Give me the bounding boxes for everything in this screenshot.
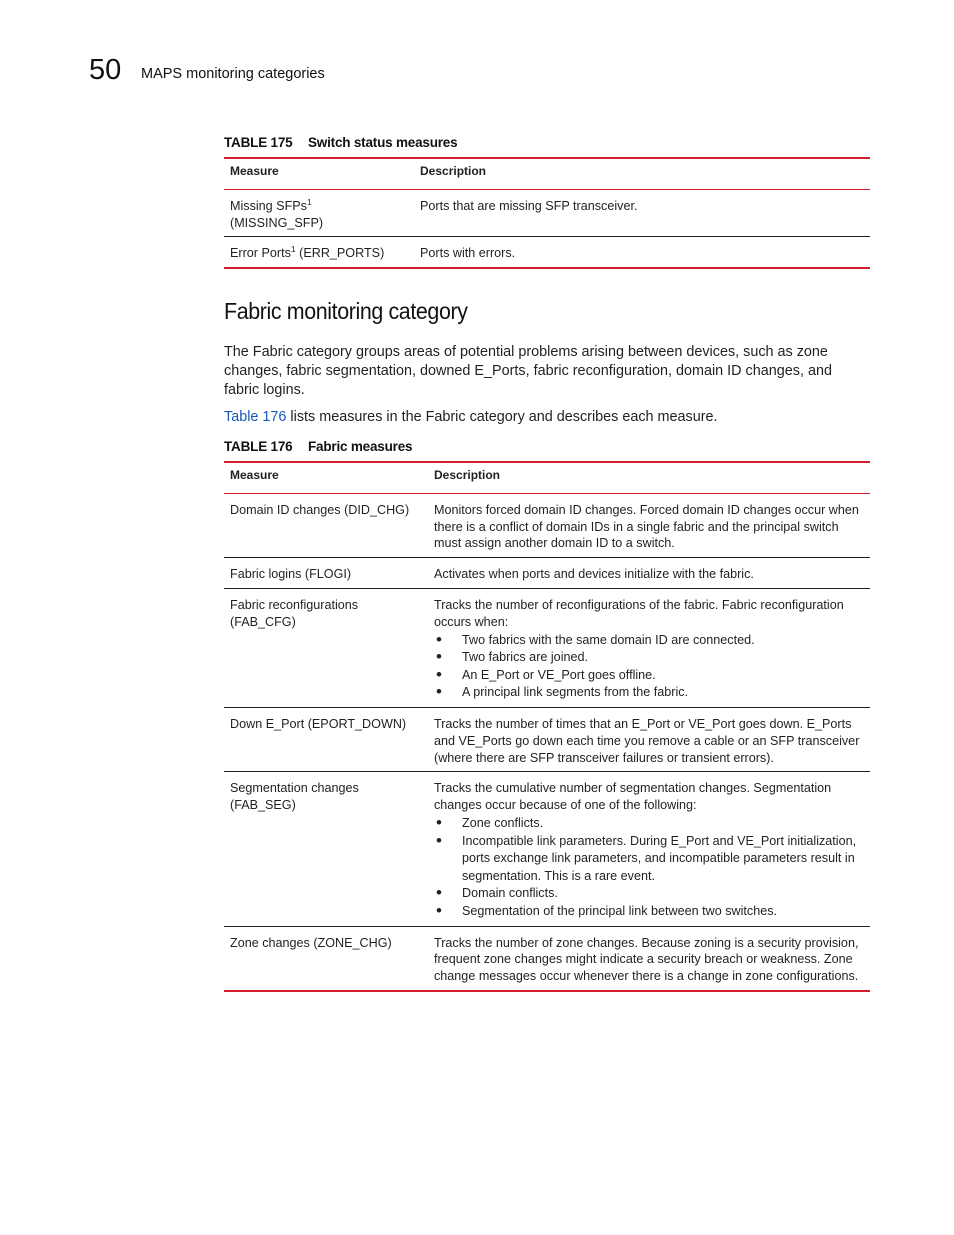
measure-cell: Fabric logins (FLOGI) xyxy=(224,558,428,589)
table-176 xyxy=(224,461,870,992)
list-item: • Segmentation of the principal link between two switches. xyxy=(434,903,864,921)
table-175-title: Switch status measures xyxy=(308,135,458,150)
list-item: • Two fabrics are joined. xyxy=(434,649,864,667)
table-row xyxy=(224,189,870,237)
description-text: Tracks the number of reconfigurations of the fabric. Fabric reconfiguration occurs when: xyxy=(434,597,844,629)
column-header-measure: Measure xyxy=(224,158,414,189)
description-cell xyxy=(428,493,870,557)
table-176-link[interactable]: Table 176 xyxy=(224,409,287,425)
measure-code: (ERR_PORTS) xyxy=(295,246,385,261)
table-reference-text: lists measures in the Fabric category and describes each measure. xyxy=(286,409,718,425)
list-item: • Domain conflicts. xyxy=(434,885,864,903)
measure-cell: Down E_Port (EPORT_DOWN) xyxy=(224,707,428,771)
column-header-description: Description xyxy=(414,158,870,189)
measure-cell: Segmentation changes (FAB_SEG) xyxy=(224,772,428,926)
measure-cell: Zone changes (ZONE_CHG) xyxy=(230,935,392,950)
table-row xyxy=(224,707,870,771)
table-176-title: Fabric measures xyxy=(308,439,413,454)
description-text: Monitors forced domain ID changes. Forced domain ID changes occur when there is a conflict of domain IDs in a single fabric and the principal switch must assign another domain ID to a switch. xyxy=(434,502,859,551)
measure-cell xyxy=(224,189,414,237)
table-row xyxy=(224,237,870,268)
bullet-list xyxy=(434,632,864,702)
description-cell xyxy=(428,772,870,926)
list-item: • Two fabrics with the same domain ID are connected. xyxy=(434,632,864,650)
table-175-caption xyxy=(224,135,458,150)
table-176-caption xyxy=(224,439,413,454)
list-item: • An E_Port or VE_Port goes offline. xyxy=(434,667,864,685)
list-item: • Incompatible link parameters. During E_Port and VE_Port initialization, ports exchange link parameters, and incompatible parameters result in segmentation. This is a rare event. xyxy=(434,833,864,886)
footnote-ref: 1 xyxy=(306,196,312,207)
column-header-measure: Measure xyxy=(224,462,428,493)
table-row xyxy=(224,558,870,589)
list-item: • Zone conflicts. xyxy=(434,815,864,833)
chapter-title: MAPS monitoring categories xyxy=(141,66,325,82)
description-text: Tracks the cumulative number of segmentation changes. Segmentation changes occur because of one of the following: xyxy=(434,781,832,813)
description-text: Tracks the number of times that an E_Port or VE_Port goes down. E_Ports and VE_Ports go down each time you remove a cable or an SFP transceiver (where there are SFP transceiver failures or transient errors). xyxy=(434,716,860,765)
description-text: Tracks the number of zone changes. Because zoning is a security provision, frequent zone changes might indicate a security breach or weakness. Zone change messages occur whenever there is a change in zone configurations. xyxy=(434,935,859,984)
measure-code: (MISSING_SFP) xyxy=(230,215,324,230)
description-cell xyxy=(428,926,870,991)
table-176-header-row xyxy=(224,462,870,493)
table-175-header-row xyxy=(224,158,870,189)
table-row xyxy=(224,926,870,991)
table-reference-paragraph xyxy=(224,408,864,427)
measure-cell: Domain ID changes (DID_CHG) xyxy=(224,493,428,557)
table-176-label: TABLE 176 xyxy=(224,439,293,454)
table-175 xyxy=(224,157,870,269)
table-row xyxy=(224,588,870,707)
intro-paragraph: The Fabric category groups areas of potential problems arising between devices, such as zone changes, fabric segmentation, downed E_Ports, fabric reconfiguration, domain ID changes, and fabric logins. xyxy=(224,344,832,398)
description-cell xyxy=(428,558,870,589)
chapter-number: 50 xyxy=(89,54,122,86)
column-header-description: Description xyxy=(428,462,870,493)
table-row xyxy=(224,772,870,926)
description-cell: Ports with errors. xyxy=(420,246,516,261)
measure-cell xyxy=(224,237,414,268)
description-cell xyxy=(428,707,870,771)
description-cell xyxy=(428,588,870,707)
description-cell: Ports that are missing SFP transceiver. xyxy=(414,189,870,237)
description-text: Activates when ports and devices initialize with the fabric. xyxy=(434,567,754,582)
footnote-ref: 1 xyxy=(290,244,296,255)
table-row xyxy=(224,493,870,557)
measure-name: Error Ports xyxy=(230,246,291,261)
table-175-label: TABLE 175 xyxy=(224,135,293,150)
list-item: • A principal link segments from the fabric. xyxy=(434,684,864,702)
measure-name: Missing SFPs xyxy=(230,198,307,213)
bullet-list xyxy=(434,815,864,921)
measure-cell: Fabric reconfigurations (FAB_CFG) xyxy=(224,588,428,707)
section-heading: Fabric monitoring category xyxy=(224,298,468,324)
